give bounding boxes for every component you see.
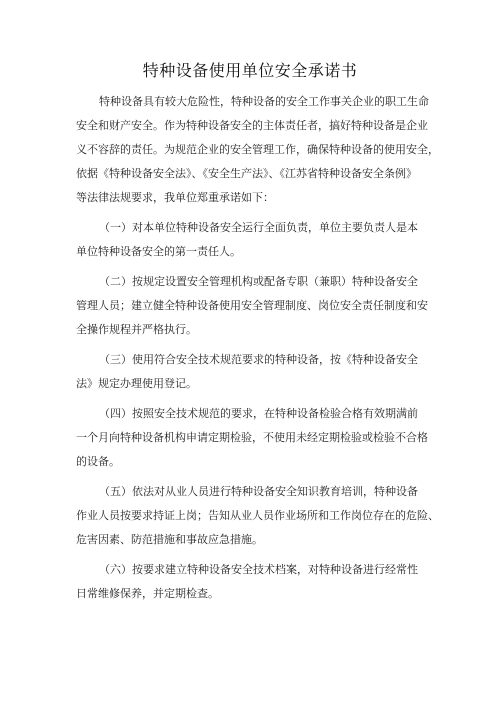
paragraph-line: （一）对本单位特种设备安全运行全面负责，单位主要负责人是本 — [99, 221, 418, 234]
paragraph-line: 危害因素、防范措施和事故应急措施。 — [76, 533, 263, 546]
paragraph-line: （五）依法对从业人员进行特种设备安全知识教育培训，特种设备 — [99, 485, 418, 498]
paragraph-line: 单位特种设备安全的第一责任人。 — [76, 245, 241, 258]
paragraph-line: 一个月向特种设备机构申请定期检验，不使用未经定期检验或检验不合格 — [76, 431, 428, 444]
paragraph-line: （二）按规定设置安全管理机构或配备专职（兼职）特种设备安全 — [99, 275, 418, 288]
paragraph-line: 法》规定办理使用登记。 — [76, 377, 197, 390]
paragraph-line: 的设备。 — [76, 455, 120, 468]
paragraph-line: （六）按要求建立特种设备安全技术档案，对特种设备进行经常性 — [99, 563, 418, 576]
paragraph-line: 特种设备具有较大危险性，特种设备的安全工作事关企业的职工生命 — [99, 95, 429, 108]
paragraph-line: 管理人员；建立健全特种设备使用安全管理制度、岗位安全责任制度和安 — [76, 299, 428, 312]
paragraph-line: （三）使用符合安全技术规范要求的特种设备，按《特种设备安全 — [99, 353, 418, 366]
paragraph-line: （四）按照安全技术规范的要求，在特种设备检验合格有效期满前 — [99, 407, 418, 420]
paragraph-line: 等法律法规要求，我单位郑重承诺如下： — [76, 191, 274, 204]
paragraph-line: 作业人员按要求持证上岗；告知从业人员作业场所和工作岗位存在的危险、 — [76, 509, 439, 522]
paragraph-line: 义不容辞的责任。为规范企业的安全管理工作，确保特种设备的使用安全， — [76, 143, 439, 156]
paragraph-line: 依据《特种设备安全法》、《安全生产法》、《江苏省特种设备安全条例》 — [76, 167, 417, 180]
paragraph-line: 安全和财产安全。作为特种设备安全的主体责任者，搞好特种设备是企业 — [76, 119, 428, 132]
paragraph-line: 全操作规程并严格执行。 — [76, 323, 197, 336]
document-title: 特种设备使用单位安全承诺书 — [142, 61, 358, 80]
paragraph-line: 日常维修保养，并定期检查。 — [76, 587, 219, 600]
